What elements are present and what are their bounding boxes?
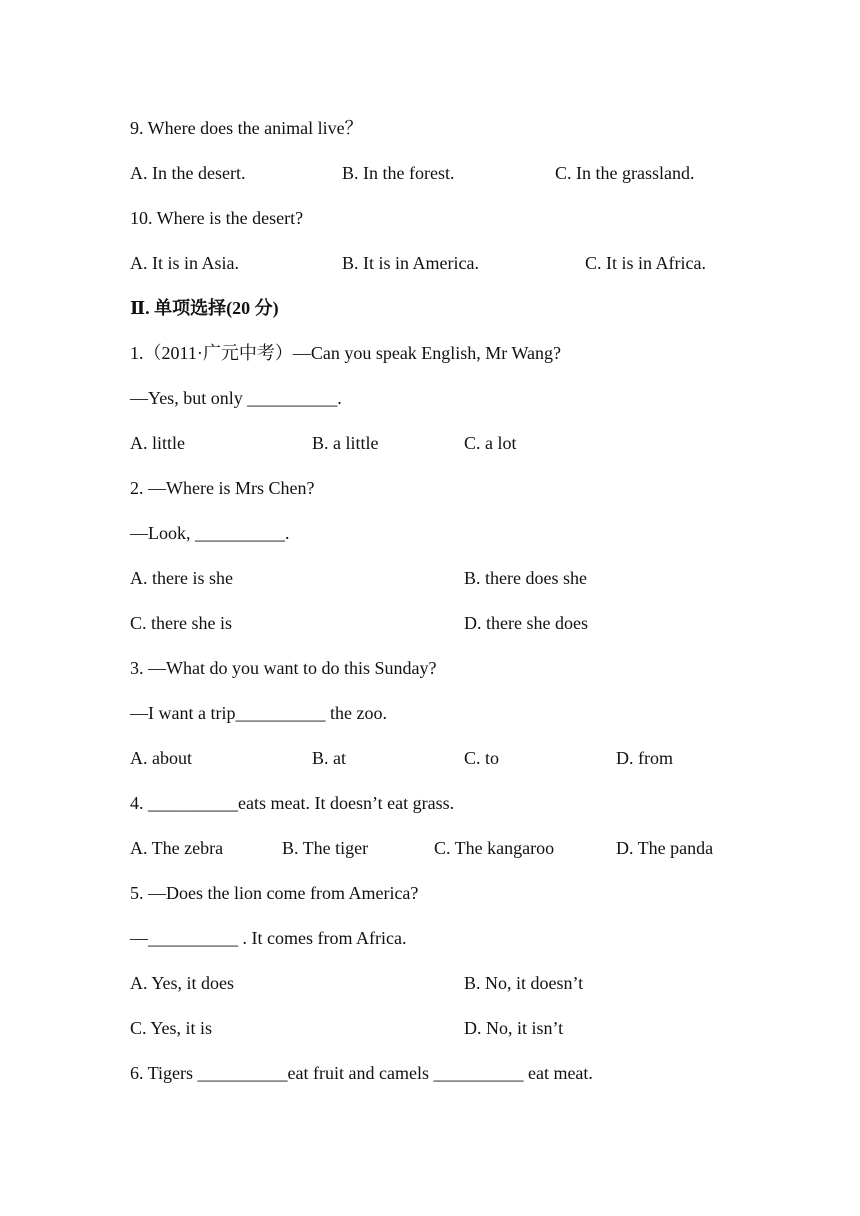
mc-3-reply: —I want a trip__________ the zoo. — [130, 703, 387, 723]
mc-1-option-a: A. little — [130, 433, 185, 453]
mc-2-option-d: D. there she does — [464, 613, 588, 633]
question-9-option-a: A. In the desert. — [130, 163, 246, 183]
mc-2-option-a: A. there is she — [130, 568, 233, 588]
mc-4-option-b: B. The tiger — [282, 838, 369, 858]
question-10-option-b: B. It is in America. — [342, 253, 479, 273]
mc-3-option-c: C. to — [464, 748, 500, 768]
mc-2-option-c: C. there she is — [130, 613, 232, 633]
question-10-option-c: C. It is in Africa. — [585, 253, 706, 273]
mc-4-option-d: D. The panda — [616, 838, 714, 858]
mc-6-stem: 6. Tigers __________eat fruit and camels __________ eat meat. — [130, 1063, 593, 1083]
mc-1-reply: —Yes, but only __________. — [130, 388, 342, 408]
question-10-stem: 10. Where is the desert? — [130, 208, 304, 228]
mc-2-reply: —Look, __________. — [130, 523, 290, 543]
mc-5-stem: 5. —Does the lion come from America? — [130, 883, 419, 903]
mc-2-stem: 2. —Where is Mrs Chen? — [130, 478, 315, 498]
mc-4-option-a: A. The zebra — [130, 838, 224, 858]
mc-4-stem: 4. __________eats meat. It doesn’t eat grass. — [130, 793, 455, 813]
mc-1-stem: 1.（2011·广元中考）—Can you speak English, Mr Wang? — [130, 343, 562, 363]
mc-1-option-c: C. a lot — [464, 433, 517, 453]
mc-5-option-d: D. No, it isn’t — [464, 1018, 564, 1038]
mc-5-reply: —__________ . It comes from Africa. — [130, 928, 407, 948]
mc-3-option-d: D. from — [616, 748, 673, 768]
mc-3-stem: 3. —What do you want to do this Sunday? — [130, 658, 437, 678]
mc-2-option-b: B. there does she — [464, 568, 587, 588]
section-2-heading: Ⅱ. 单项选择(20 分) — [130, 298, 279, 318]
mc-4-option-c: C. The kangaroo — [434, 838, 555, 858]
question-9-option-b: B. In the forest. — [342, 163, 455, 183]
mc-3-option-a: A. about — [130, 748, 192, 768]
mc-1-option-b: B. a little — [312, 433, 379, 453]
mc-3-option-b: B. at — [312, 748, 346, 768]
mc-5-option-a: A. Yes, it does — [130, 973, 235, 993]
mc-5-option-b: B. No, it doesn’t — [464, 973, 584, 993]
question-10-option-a: A. It is in Asia. — [130, 253, 240, 273]
question-9-option-c: C. In the grassland. — [555, 163, 695, 183]
question-9-stem: 9. Where does the animal live？ — [130, 118, 363, 138]
mc-5-option-c: C. Yes, it is — [130, 1018, 213, 1038]
